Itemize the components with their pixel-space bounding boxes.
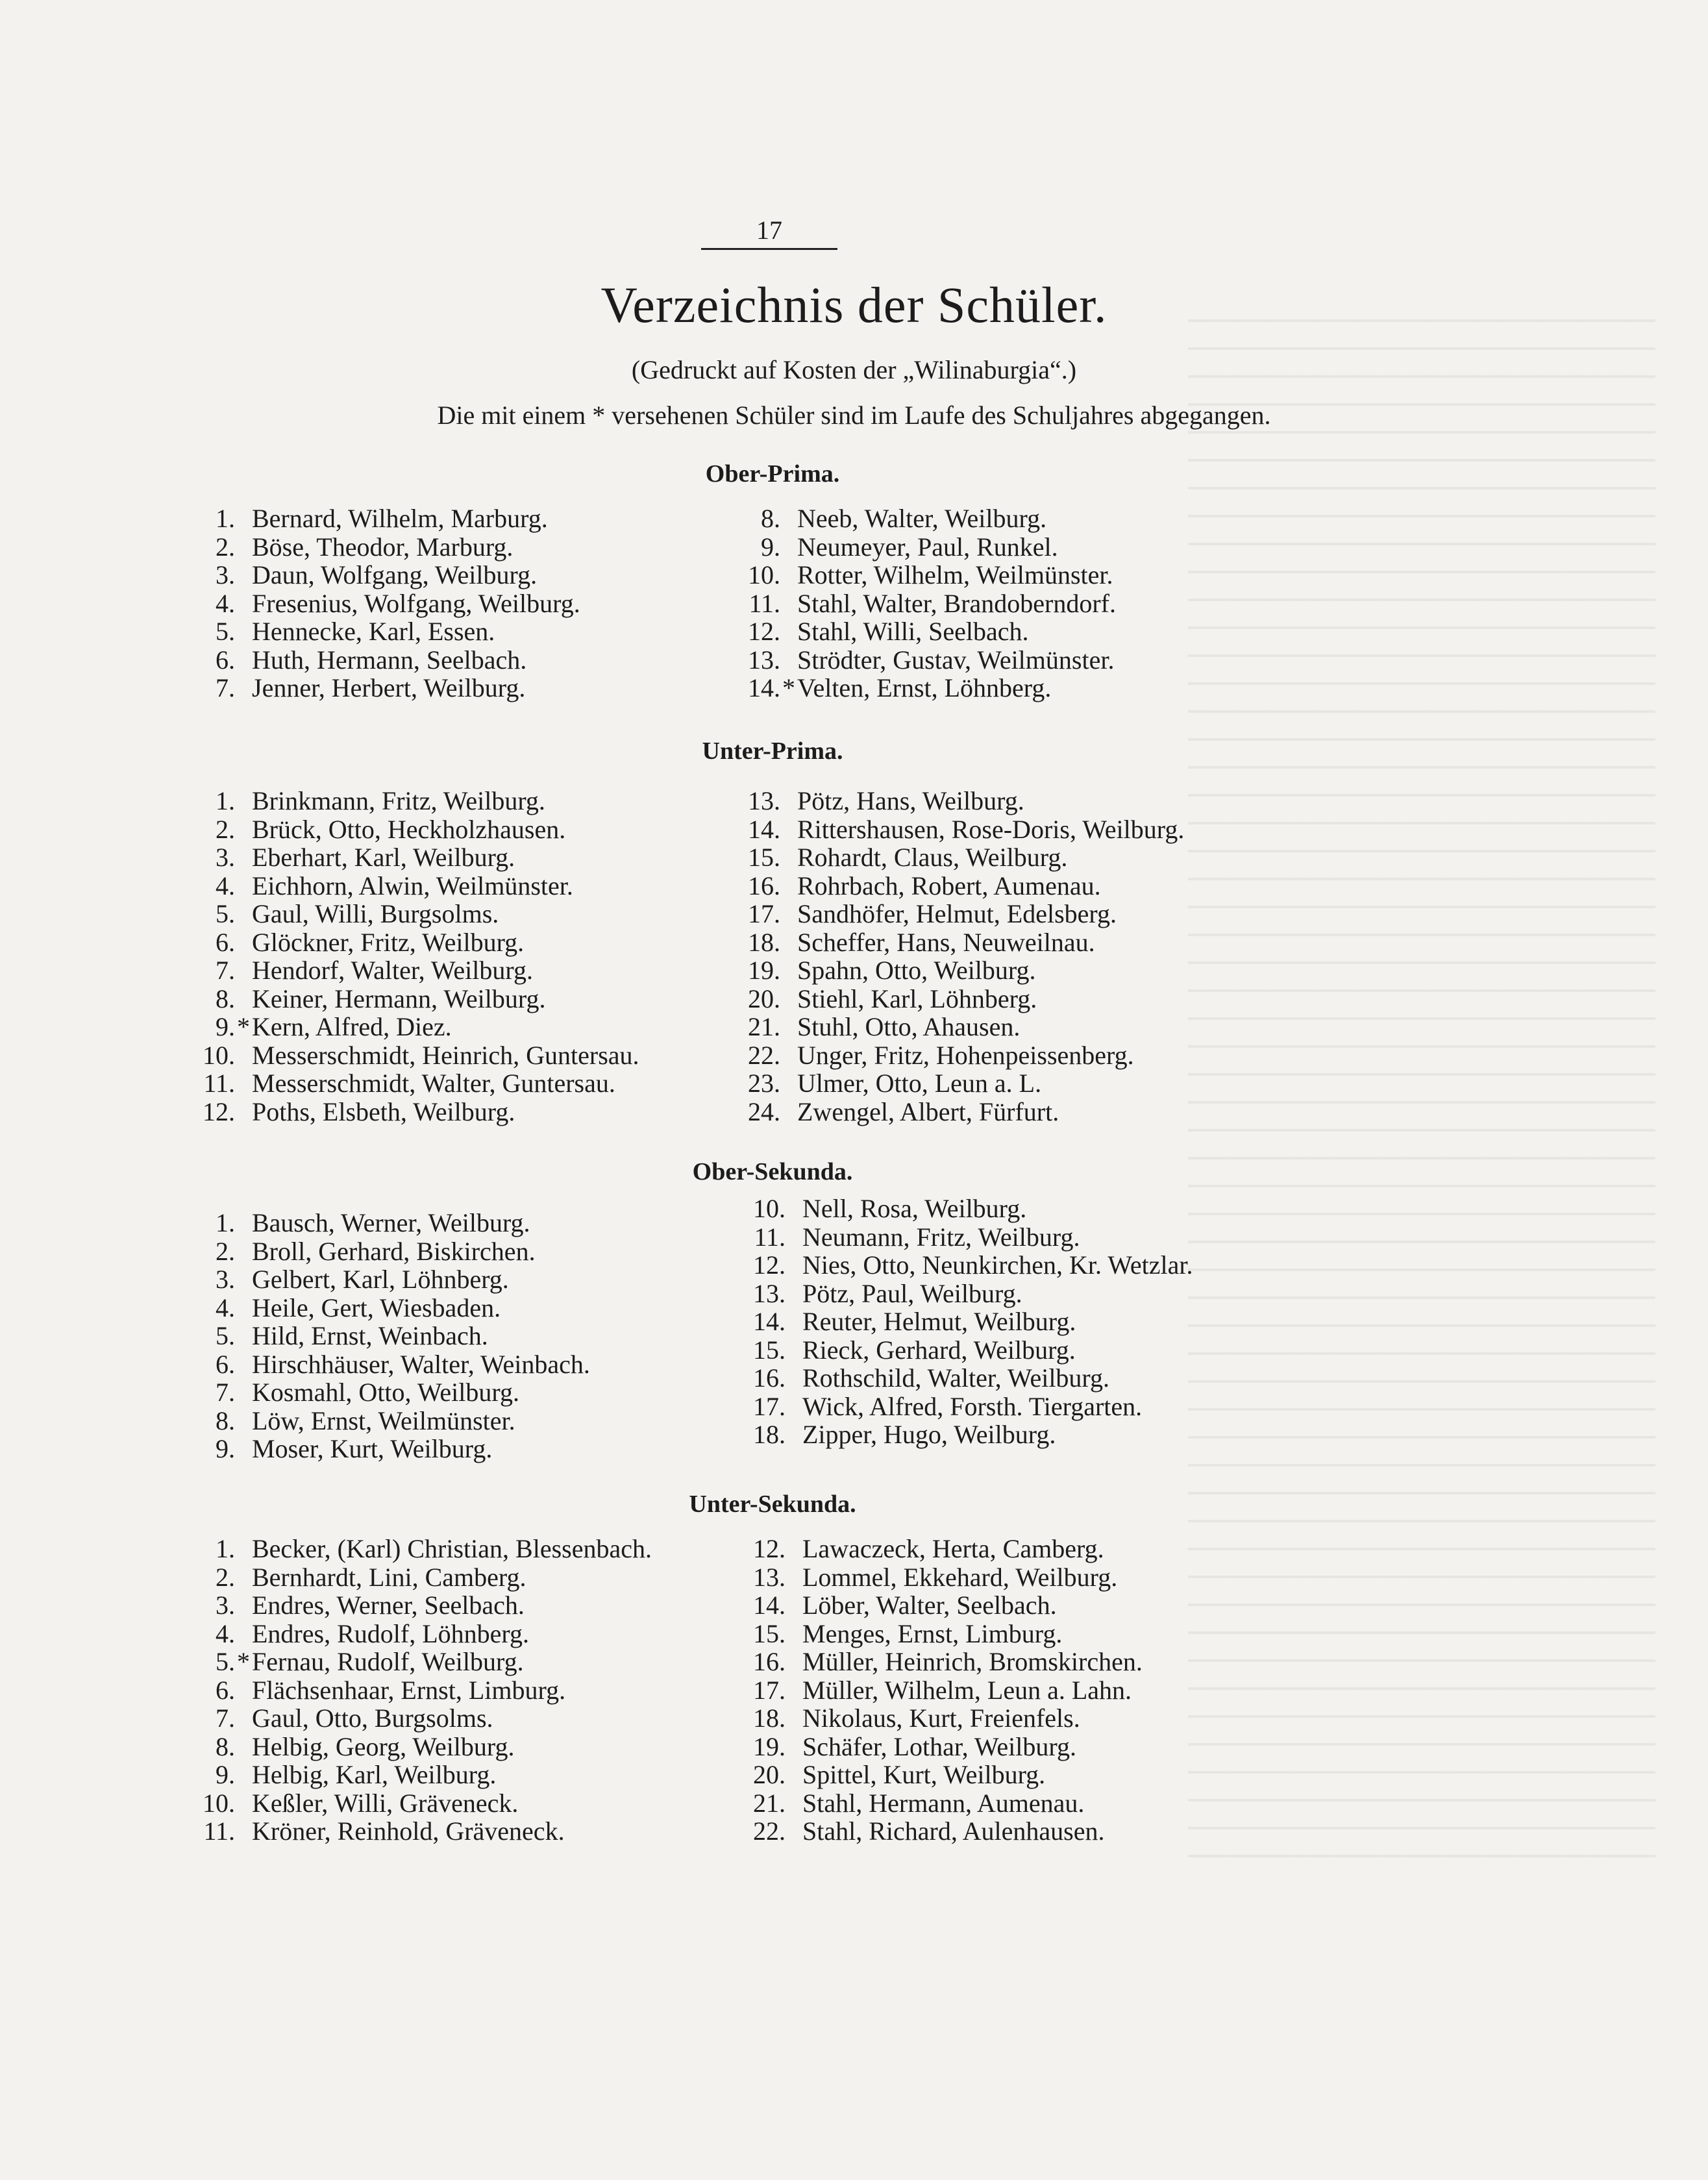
student-entry bbox=[721, 1364, 1193, 1393]
student-name: Fernau, Rudolf, Weilburg. bbox=[252, 1647, 524, 1676]
student-name: Spahn, Otto, Weilburg. bbox=[797, 956, 1036, 985]
student-entry bbox=[170, 1265, 590, 1294]
entry-number: 7. bbox=[216, 956, 235, 985]
entry-number: 12. bbox=[203, 1096, 235, 1126]
section-title-unter-prima: Unter-Prima. bbox=[702, 737, 843, 765]
student-entry bbox=[715, 504, 1116, 533]
student-entry bbox=[170, 1041, 639, 1070]
entry-number: 20. bbox=[753, 1760, 786, 1789]
student-name: Messerschmidt, Heinrich, Guntersau. bbox=[252, 1040, 639, 1070]
student-entry bbox=[170, 1098, 639, 1126]
student-name: Keßler, Willi, Gräveneck. bbox=[252, 1788, 519, 1818]
student-entry bbox=[170, 533, 580, 562]
student-entry bbox=[715, 787, 1184, 815]
student-entry bbox=[715, 872, 1184, 900]
student-entry bbox=[715, 843, 1184, 872]
ober-sekunda-left-column bbox=[170, 1209, 590, 1463]
withdrawal-note: Die mit einem * versehenen Schüler sind im Laufe des Schuljahres abgegangen. bbox=[437, 401, 1271, 430]
section-title-unter-sekunda: Unter-Sekunda. bbox=[689, 1491, 856, 1518]
entry-number: 7. bbox=[216, 1378, 235, 1407]
student-entry bbox=[170, 589, 580, 618]
student-name: Heile, Gert, Wiesbaden. bbox=[252, 1293, 501, 1322]
student-name: Rohrbach, Robert, Aumenau. bbox=[797, 871, 1101, 900]
student-name: Bausch, Werner, Weilburg. bbox=[252, 1208, 530, 1237]
student-entry bbox=[170, 1209, 590, 1237]
student-entry bbox=[721, 1280, 1193, 1308]
student-entry bbox=[721, 1535, 1143, 1563]
entry-number: 8. bbox=[216, 1731, 235, 1761]
entry-number: 7. bbox=[216, 673, 235, 702]
entry-number: 16. bbox=[748, 871, 780, 900]
student-name: Ulmer, Otto, Leun a. L. bbox=[797, 1069, 1042, 1098]
entry-number: 11. bbox=[749, 588, 780, 618]
student-entry bbox=[721, 1591, 1143, 1620]
student-entry bbox=[170, 561, 580, 589]
student-entry bbox=[170, 985, 639, 1013]
student-name: Schäfer, Lothar, Weilburg. bbox=[802, 1731, 1076, 1761]
student-name: Eberhart, Karl, Weilburg. bbox=[252, 843, 515, 872]
student-entry bbox=[170, 674, 580, 702]
student-entry bbox=[170, 843, 639, 872]
entry-number: 18. bbox=[753, 1420, 786, 1449]
student-name: Rohardt, Claus, Weilburg. bbox=[797, 843, 1068, 872]
student-name: Broll, Gerhard, Biskirchen. bbox=[252, 1236, 536, 1266]
student-entry bbox=[715, 533, 1116, 562]
student-entry bbox=[170, 646, 580, 675]
student-entry bbox=[170, 1648, 652, 1676]
entry-number: 14. bbox=[748, 673, 780, 702]
entry-number: 20. bbox=[748, 984, 780, 1013]
entry-number: 5. bbox=[216, 899, 235, 928]
student-name: Pötz, Paul, Weilburg. bbox=[802, 1278, 1022, 1308]
entry-number: 5. bbox=[216, 1321, 235, 1350]
student-name: Zipper, Hugo, Weilburg. bbox=[802, 1420, 1056, 1449]
student-name: Brinkmann, Fritz, Weilburg. bbox=[252, 786, 545, 815]
student-name: Nies, Otto, Neunkirchen, Kr. Wetzlar. bbox=[802, 1250, 1193, 1280]
student-name: Neumeyer, Paul, Runkel. bbox=[797, 532, 1058, 562]
unter-sekunda-left-column bbox=[170, 1535, 652, 1846]
student-entry bbox=[170, 1563, 652, 1592]
student-name: Spittel, Kurt, Weilburg. bbox=[802, 1760, 1046, 1789]
student-entry bbox=[170, 928, 639, 957]
student-entry bbox=[715, 900, 1184, 928]
entry-number: 2. bbox=[216, 532, 235, 562]
student-entry bbox=[170, 1294, 590, 1322]
entry-number: 22. bbox=[753, 1816, 786, 1846]
entry-number: 15. bbox=[753, 1335, 786, 1365]
student-name: Kern, Alfred, Diez. bbox=[252, 1012, 452, 1041]
student-name: Becker, (Karl) Christian, Blessenbach. bbox=[252, 1534, 652, 1563]
student-name: Nell, Rosa, Weilburg. bbox=[802, 1194, 1027, 1223]
entry-number: 14. bbox=[748, 814, 780, 844]
student-entry bbox=[170, 1322, 590, 1350]
entry-number: 6. bbox=[216, 645, 235, 675]
entry-number: 13. bbox=[748, 786, 780, 815]
student-entry bbox=[715, 1041, 1184, 1070]
student-entry bbox=[715, 561, 1116, 589]
student-name: Fresenius, Wolfgang, Weilburg. bbox=[252, 588, 580, 618]
student-name: Hild, Ernst, Weinbach. bbox=[252, 1321, 488, 1350]
student-entry bbox=[721, 1648, 1143, 1676]
student-entry bbox=[715, 646, 1116, 675]
student-entry bbox=[715, 1069, 1184, 1098]
entry-number: 13. bbox=[753, 1278, 786, 1308]
entry-number: 10. bbox=[748, 560, 780, 589]
student-name: Helbig, Karl, Weilburg. bbox=[252, 1760, 497, 1789]
entry-number: 15. bbox=[753, 1618, 786, 1648]
section-title-ober-sekunda: Ober-Sekunda. bbox=[692, 1158, 853, 1185]
entry-number: 3. bbox=[216, 560, 235, 589]
entry-number: 13. bbox=[748, 645, 780, 675]
entry-number: 14. bbox=[753, 1307, 786, 1336]
entry-number: 15. bbox=[748, 843, 780, 872]
entry-number: 18. bbox=[753, 1703, 786, 1733]
student-name: Helbig, Georg, Weilburg. bbox=[252, 1731, 515, 1761]
student-name: Lawaczeck, Herta, Camberg. bbox=[802, 1534, 1104, 1563]
student-entry bbox=[715, 985, 1184, 1013]
student-name: Stahl, Willi, Seelbach. bbox=[797, 617, 1029, 646]
student-name: Glöckner, Fritz, Weilburg. bbox=[252, 927, 525, 957]
student-name: Poths, Elsbeth, Weilburg. bbox=[252, 1096, 515, 1126]
student-name: Scheffer, Hans, Neuweilnau. bbox=[797, 927, 1095, 957]
student-name: Löber, Walter, Seelbach. bbox=[802, 1591, 1057, 1620]
entry-number: 8. bbox=[216, 984, 235, 1013]
entry-number: 24. bbox=[748, 1096, 780, 1126]
ober-prima-left-column bbox=[170, 504, 580, 702]
student-entry bbox=[170, 617, 580, 646]
student-name: Zwengel, Albert, Fürfurt. bbox=[797, 1096, 1059, 1126]
student-name: Endres, Werner, Seelbach. bbox=[252, 1591, 525, 1620]
student-name: Strödter, Gustav, Weilmünster. bbox=[797, 645, 1115, 675]
entry-number: 21. bbox=[748, 1012, 780, 1041]
student-entry bbox=[721, 1620, 1143, 1648]
student-name: Jenner, Herbert, Weilburg. bbox=[252, 673, 526, 702]
entry-number: 21. bbox=[753, 1788, 786, 1818]
student-entry bbox=[170, 1591, 652, 1620]
page-number: 17 bbox=[701, 214, 837, 250]
ober-prima-right-column bbox=[715, 504, 1116, 702]
entry-number: 6. bbox=[216, 1349, 235, 1379]
student-entry bbox=[170, 872, 639, 900]
entry-number: 17. bbox=[753, 1675, 786, 1705]
entry-number: 4. bbox=[216, 871, 235, 900]
student-entry bbox=[721, 1307, 1193, 1336]
entry-number: 12. bbox=[753, 1250, 786, 1280]
student-entry bbox=[170, 1069, 639, 1098]
student-name: Bernhardt, Lini, Camberg. bbox=[252, 1562, 526, 1592]
student-entry bbox=[715, 1098, 1184, 1126]
student-name: Stahl, Hermann, Aumenau. bbox=[802, 1788, 1085, 1818]
student-entry bbox=[170, 1761, 652, 1789]
entry-number: 1. bbox=[216, 1208, 235, 1237]
withdrawn-marker: * bbox=[782, 673, 795, 702]
student-entry bbox=[170, 1435, 590, 1463]
student-name: Kosmahl, Otto, Weilburg. bbox=[252, 1378, 519, 1407]
student-name: Stiehl, Karl, Löhnberg. bbox=[797, 984, 1037, 1013]
entry-number: 18. bbox=[748, 927, 780, 957]
student-name: Huth, Hermann, Seelbach. bbox=[252, 645, 527, 675]
entry-number: 4. bbox=[216, 1618, 235, 1648]
student-entry bbox=[715, 928, 1184, 957]
student-name: Wick, Alfred, Forsth. Tiergarten. bbox=[802, 1391, 1143, 1421]
student-name: Müller, Wilhelm, Leun a. Lahn. bbox=[802, 1675, 1132, 1705]
student-name: Bernard, Wilhelm, Marburg. bbox=[252, 504, 548, 533]
student-entry bbox=[170, 787, 639, 815]
student-entry bbox=[170, 1817, 652, 1846]
student-name: Sandhöfer, Helmut, Edelsberg. bbox=[797, 899, 1117, 928]
student-entry bbox=[170, 1535, 652, 1563]
entry-number: 23. bbox=[748, 1069, 780, 1098]
student-name: Endres, Rudolf, Löhnberg. bbox=[252, 1618, 529, 1648]
student-entry bbox=[170, 504, 580, 533]
entry-number: 4. bbox=[216, 1293, 235, 1322]
bleed-through-shadow bbox=[1188, 305, 1655, 1876]
unter-prima-right-column bbox=[715, 787, 1184, 1126]
entry-number: 3. bbox=[216, 843, 235, 872]
student-entry bbox=[721, 1420, 1193, 1449]
entry-number: 10. bbox=[203, 1788, 235, 1818]
student-entry bbox=[721, 1336, 1193, 1365]
entry-number: 6. bbox=[216, 1675, 235, 1705]
student-name: Keiner, Hermann, Weilburg. bbox=[252, 984, 546, 1013]
page-title: Verzeichnis der Schüler. bbox=[600, 277, 1108, 333]
entry-number: 11. bbox=[203, 1816, 235, 1846]
student-name: Böse, Theodor, Marburg. bbox=[252, 532, 514, 562]
entry-number: 7. bbox=[216, 1703, 235, 1733]
entry-number: 1. bbox=[216, 504, 235, 533]
entry-number: 1. bbox=[216, 786, 235, 815]
entry-number: 16. bbox=[753, 1363, 786, 1393]
student-name: Löw, Ernst, Weilmünster. bbox=[252, 1406, 515, 1435]
student-entry bbox=[170, 1789, 652, 1818]
student-name: Hendorf, Walter, Weilburg. bbox=[252, 956, 533, 985]
section-title-ober-prima: Ober-Prima. bbox=[705, 460, 840, 488]
entry-number: 5. bbox=[216, 617, 235, 646]
withdrawn-marker: * bbox=[237, 1647, 250, 1676]
entry-number: 2. bbox=[216, 814, 235, 844]
student-name: Neeb, Walter, Weilburg. bbox=[797, 504, 1047, 533]
entry-number: 9. bbox=[216, 1760, 235, 1789]
student-name: Stahl, Walter, Brandoberndorf. bbox=[797, 588, 1116, 618]
entry-number: 6. bbox=[216, 927, 235, 957]
entry-number: 1. bbox=[216, 1534, 235, 1563]
student-entry bbox=[721, 1789, 1143, 1818]
unter-sekunda-right-column bbox=[721, 1535, 1143, 1846]
student-name: Pötz, Hans, Weilburg. bbox=[797, 786, 1024, 815]
entry-number: 3. bbox=[216, 1265, 235, 1294]
student-entry bbox=[715, 1013, 1184, 1041]
entry-number: 4. bbox=[216, 588, 235, 618]
student-entry bbox=[170, 1733, 652, 1761]
student-name: Rotter, Wilhelm, Weilmünster. bbox=[797, 560, 1113, 589]
student-name: Hirschhäuser, Walter, Weinbach. bbox=[252, 1349, 590, 1379]
student-entry bbox=[715, 815, 1184, 844]
entry-number: 9. bbox=[216, 1012, 235, 1041]
student-name: Gaul, Willi, Burgsolms. bbox=[252, 899, 499, 928]
student-name: Stuhl, Otto, Ahausen. bbox=[797, 1012, 1021, 1041]
entry-number: 17. bbox=[748, 899, 780, 928]
student-name: Unger, Fritz, Hohenpeissenberg. bbox=[797, 1040, 1134, 1070]
student-entry bbox=[170, 1237, 590, 1266]
entry-number: 8. bbox=[216, 1406, 235, 1435]
student-name: Stahl, Richard, Aulenhausen. bbox=[802, 1816, 1105, 1846]
student-entry bbox=[721, 1195, 1193, 1223]
entry-number: 14. bbox=[753, 1591, 786, 1620]
student-name: Neumann, Fritz, Weilburg. bbox=[802, 1222, 1080, 1252]
student-entry bbox=[721, 1733, 1143, 1761]
student-entry bbox=[170, 1378, 590, 1407]
student-entry bbox=[715, 674, 1116, 702]
student-name: Rittershausen, Rose-Doris, Weilburg. bbox=[797, 814, 1185, 844]
student-entry bbox=[170, 956, 639, 985]
entry-number: 19. bbox=[753, 1731, 786, 1761]
student-name: Messerschmidt, Walter, Guntersau. bbox=[252, 1069, 615, 1098]
entry-number: 3. bbox=[216, 1591, 235, 1620]
student-entry bbox=[170, 1407, 590, 1435]
student-entry bbox=[721, 1223, 1193, 1252]
entry-number: 8. bbox=[761, 504, 780, 533]
entry-number: 5. bbox=[216, 1647, 235, 1676]
student-entry bbox=[170, 1350, 590, 1379]
withdrawn-marker: * bbox=[237, 1012, 250, 1041]
student-name: Flächsenhaar, Ernst, Limburg. bbox=[252, 1675, 566, 1705]
unter-prima-left-column bbox=[170, 787, 639, 1126]
student-entry bbox=[721, 1251, 1193, 1280]
ober-sekunda-right-column bbox=[721, 1195, 1193, 1449]
student-name: Kröner, Reinhold, Gräveneck. bbox=[252, 1816, 565, 1846]
student-name: Eichhorn, Alwin, Weilmünster. bbox=[252, 871, 573, 900]
entry-number: 12. bbox=[753, 1534, 786, 1563]
student-name: Gelbert, Karl, Löhnberg. bbox=[252, 1265, 509, 1294]
student-entry bbox=[170, 1676, 652, 1705]
student-entry bbox=[721, 1761, 1143, 1789]
entry-number: 17. bbox=[753, 1391, 786, 1421]
student-entry bbox=[170, 1013, 639, 1041]
entry-number: 9. bbox=[216, 1434, 235, 1463]
entry-number: 10. bbox=[753, 1194, 786, 1223]
entry-number: 10. bbox=[203, 1040, 235, 1070]
entry-number: 19. bbox=[748, 956, 780, 985]
student-name: Gaul, Otto, Burgsolms. bbox=[252, 1703, 493, 1733]
student-name: Reuter, Helmut, Weilburg. bbox=[802, 1307, 1076, 1336]
entry-number: 13. bbox=[753, 1562, 786, 1592]
student-entry bbox=[721, 1393, 1193, 1421]
student-name: Menges, Ernst, Limburg. bbox=[802, 1618, 1063, 1648]
student-entry bbox=[721, 1817, 1143, 1846]
student-entry bbox=[170, 815, 639, 844]
student-name: Moser, Kurt, Weilburg. bbox=[252, 1434, 493, 1463]
entry-number: 2. bbox=[216, 1562, 235, 1592]
student-name: Rothschild, Walter, Weilburg. bbox=[802, 1363, 1110, 1393]
entry-number: 16. bbox=[753, 1647, 786, 1676]
student-entry bbox=[721, 1676, 1143, 1705]
entry-number: 12. bbox=[748, 617, 780, 646]
student-name: Müller, Heinrich, Bromskirchen. bbox=[802, 1647, 1143, 1676]
student-entry bbox=[721, 1563, 1143, 1592]
student-name: Velten, Ernst, Löhnberg. bbox=[797, 673, 1052, 702]
student-entry bbox=[715, 589, 1116, 618]
page-subtitle: (Gedruckt auf Kosten der „Wilinaburgia“.) bbox=[631, 355, 1077, 384]
student-name: Hennecke, Karl, Essen. bbox=[252, 617, 495, 646]
student-name: Brück, Otto, Heckholzhausen. bbox=[252, 814, 566, 844]
entry-number: 2. bbox=[216, 1236, 235, 1266]
entry-number: 11. bbox=[754, 1222, 786, 1252]
student-name: Lommel, Ekkehard, Weilburg. bbox=[802, 1562, 1118, 1592]
entry-number: 22. bbox=[748, 1040, 780, 1070]
student-name: Daun, Wolfgang, Weilburg. bbox=[252, 560, 538, 589]
student-entry bbox=[170, 1704, 652, 1733]
student-name: Nikolaus, Kurt, Freienfels. bbox=[802, 1703, 1080, 1733]
entry-number: 9. bbox=[761, 532, 780, 562]
student-entry bbox=[715, 617, 1116, 646]
student-entry bbox=[721, 1704, 1143, 1733]
student-name: Rieck, Gerhard, Weilburg. bbox=[802, 1335, 1076, 1365]
student-entry bbox=[170, 900, 639, 928]
student-entry bbox=[715, 956, 1184, 985]
student-entry bbox=[170, 1620, 652, 1648]
entry-number: 11. bbox=[203, 1069, 235, 1098]
